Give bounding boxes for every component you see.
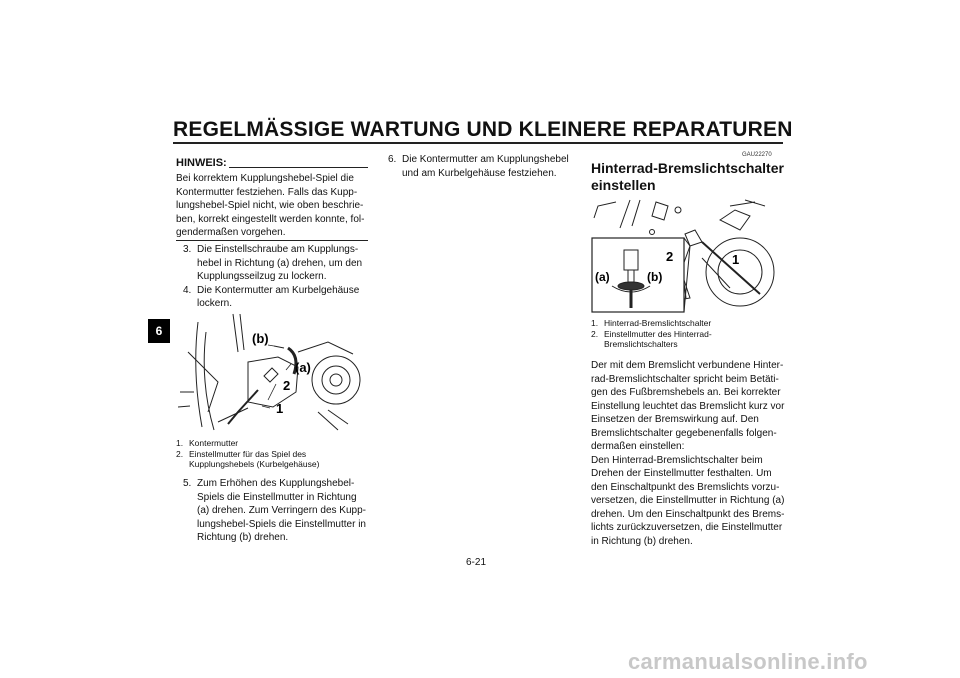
hinweis-end-rule [176, 240, 368, 241]
fig1-label-a: (a) [295, 360, 311, 375]
clutch-adjuster-illustration [178, 312, 374, 436]
chapter-tab: 6 [148, 319, 170, 343]
hinweis-text: Bei korrektem Kupplungshebel-Spiel die Kontermutter festziehen. Falls das Kupp- lungshebel-Spiel nicht, wie oben beschrie- ben, korrekt eingestellt werden konnte, fol- gendermaßen vorgehen. [176, 173, 365, 238]
hinweis-label: HINWEIS: [176, 157, 227, 169]
figure1-caption [176, 438, 376, 470]
steps-3-4 [183, 243, 383, 311]
fig2-label-a: (a) [595, 270, 610, 284]
fig1-label-1: 1 [276, 401, 284, 416]
step-5 [183, 477, 383, 545]
step-item: 4. Die Kontermutter am Kurbelgehäuse lockern. [183, 284, 360, 309]
title-rule [173, 142, 783, 144]
hinweis-rule [229, 167, 368, 168]
step-6 [388, 153, 588, 180]
section-reference-code: GAU22270 [742, 152, 772, 158]
caption-item: 1. Hinterrad-Bremslichtschalter [591, 318, 712, 328]
caption-item: 2. Einstellmutter für das Spiel des Kupplungshebels (Kurbelgehäuse) [176, 448, 320, 469]
figure2-caption [591, 318, 791, 350]
step-item: 3. Die Einstellschraube am Kupplungs- hebel in Richtung (a) drehen, um den Kupplungsseilzug zu lockern. [183, 244, 363, 282]
brake-switch-illustration [590, 198, 788, 314]
step-item: 6. Die Kontermutter am Kupplungshebel und am Kurbelgehäuse festziehen. [388, 154, 569, 179]
fig2-label-b: (b) [647, 270, 663, 284]
fig2-label-1: 1 [732, 252, 740, 267]
section-title: Hinterrad-Bremslichtschalter einstellen [591, 160, 784, 193]
page-number: 6-21 [466, 557, 487, 568]
caption-item: 1. Kontermutter [176, 438, 239, 448]
page-title: REGELMÄSSIGE WARTUNG UND KLEINERE REPARATUREN [173, 118, 793, 141]
footer-watermark: carmanualsonline.info [628, 649, 868, 674]
adjust-paragraph: Der mit dem Bremslicht verbundene Hinter- rad-Bremslichtschalter spricht beim Betäti- gen des Fußbremshebels an. Bei korrekter Einstellung leuchtet das Bremslicht kurz vor Einsetzen der Bremswirkung auf. Den Bremslichtschalter gegebenenfalls folgen- dermaßen einstellen: Den Hinterrad-Bremslichtschalter beim Drehen der Einstellmutter festhalten. Um den Einschaltpunkt des Bremslichts vorzu- versetzen, die Einstellmutter in Richtung (a) drehen. Um den Einschaltpunkt des Brems- lichts zurückzuversetzen, die Einstellmutter in Richtung (b) drehen. [591, 360, 785, 547]
fig2-label-2: 2 [666, 249, 674, 264]
step-item: 5. Zum Erhöhen des Kupplungshebel- Spiels die Einstellmutter in Richtung (a) drehen. Zum Verringern des Kupp- lungshebel-Spiels die Einstellmutter in Richtung (b) drehen. [183, 478, 366, 543]
caption-item: 2. Einstellmutter des Hinterrad- Bremslichtschalters [591, 328, 712, 349]
fig1-label-2: 2 [283, 378, 291, 393]
fig1-label-b: (b) [252, 331, 269, 346]
